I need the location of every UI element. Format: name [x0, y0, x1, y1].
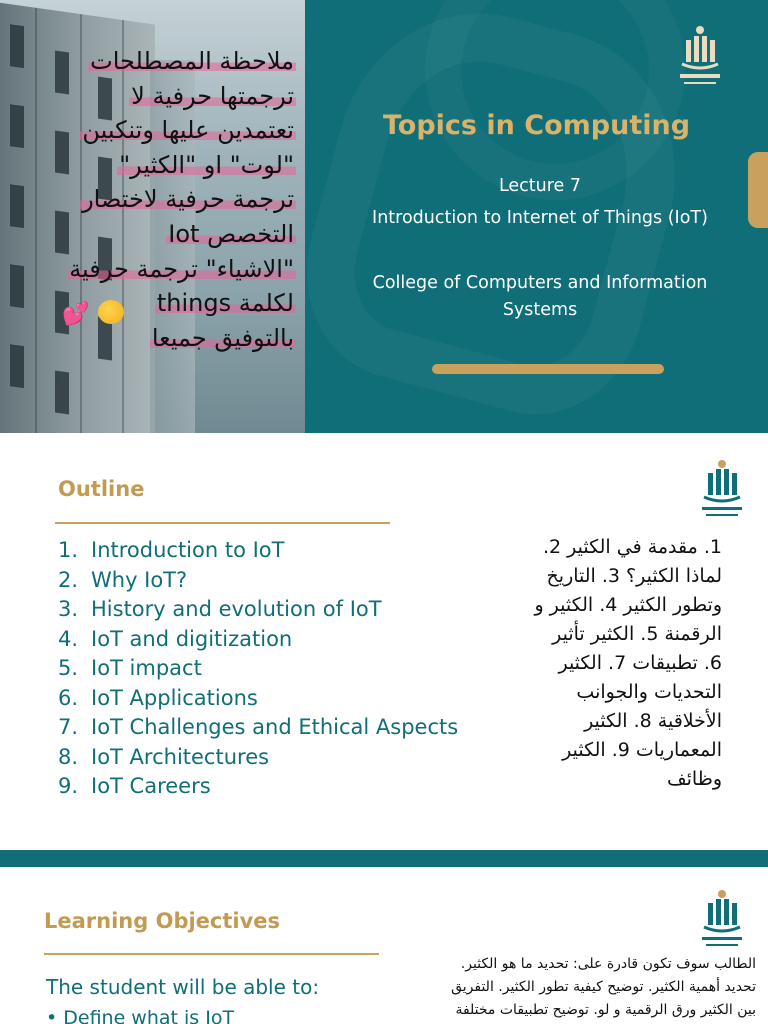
lecture-number: Lecture 7 [498, 176, 582, 196]
list-item: 8. IoT Architectures [58, 744, 270, 769]
note-line: "الاشياء" ترجمة حرفية [69, 254, 294, 283]
university-logo-icon [694, 887, 750, 953]
outline-slide [0, 433, 768, 850]
window [10, 184, 24, 228]
facade-line [35, 8, 37, 433]
list-item: 9. IoT Careers [58, 774, 211, 798]
note-line: ملاحظة المصطلحات [90, 47, 294, 75]
college-line: College of Computers and Information [372, 273, 708, 293]
outline-list [58, 536, 458, 802]
note-line: بالتوفيق جميعا [151, 323, 294, 352]
list-item: 4. IoT and digitization [58, 626, 293, 651]
title-slide [0, 0, 768, 433]
note-line: "لوت" او "الكثير" [119, 150, 294, 179]
list-item: 1. Introduction to IoT [58, 538, 285, 562]
gold-side-tab [748, 152, 768, 228]
arabic-line: تحديد أهمية الكثير. توضيح كيفية تطور الكثير. التفريق [451, 979, 756, 995]
university-logo-icon [694, 457, 750, 523]
window [10, 344, 24, 388]
lecture-subtitle: Introduction to Internet of Things (IoT) [372, 208, 708, 228]
face-emoji-icon [98, 300, 124, 324]
slide-separator [0, 850, 768, 867]
window [10, 24, 24, 68]
arabic-outline-translation [490, 533, 722, 794]
note-line: ترجمة حرفية لاختصار [82, 185, 294, 214]
arabic-line: التحديات والجوانب [576, 681, 722, 703]
lecture-info [305, 170, 768, 234]
arabic-line: الرقمنة 5. الكثير تأثير [552, 623, 722, 645]
list-item: 5. IoT impact [58, 656, 202, 680]
list-item: 3. History and evolution of IoT [58, 597, 382, 621]
arabic-line: المعماريات 9. الكثير [562, 739, 722, 761]
list-item: 7. IoT Challenges and Ethical Aspects [58, 715, 459, 739]
list-item: 2. Why IoT? [58, 567, 188, 592]
objective-item: • Define what is IoT [46, 1007, 235, 1024]
note-line: ترجمتها حرفية لا [131, 81, 294, 110]
college-name [320, 270, 760, 324]
learning-objectives-slide [0, 867, 768, 1024]
arabic-line: لماذا الكثير؟ 3. التاريخ [546, 565, 722, 587]
arabic-line: الأخلاقية 8. الكثير [584, 710, 722, 732]
arabic-objectives-translation [384, 953, 756, 1022]
window [10, 104, 24, 148]
arabic-line: بين الكثير ورق الرقمية و لو. توضيح تطبيقات مختلفة [455, 1002, 756, 1018]
presentation-title: Topics in Computing [382, 110, 691, 141]
college-line: Systems [502, 300, 578, 320]
arabic-line: الطالب سوف تكون قادرة على: تحديد ما هو الكثير. [460, 956, 756, 972]
gold-divider [432, 364, 664, 374]
arabic-line: وظائف [666, 768, 722, 790]
note-line: تعتمدين عليها وتنكبين [82, 116, 294, 145]
note-line: التخصص Iot [168, 219, 294, 248]
list-item: 6. IoT Applications [58, 685, 258, 710]
hearts-emoji-icon: 💕 [62, 302, 90, 327]
heading-underline [55, 522, 390, 524]
objectives-heading: Learning Objectives [44, 909, 281, 933]
window [10, 264, 24, 308]
heading-underline [44, 953, 379, 955]
arabic-line: 6. تطبيقات 7. الكثير [558, 652, 722, 674]
note-line: لكلمة things [156, 289, 294, 318]
university-logo-icon [674, 22, 726, 94]
window [55, 371, 69, 415]
arabic-handwritten-note [56, 44, 296, 355]
arabic-line: 1. مقدمة في الكثير 2. [543, 536, 722, 558]
arabic-line: وتطور الكثير 4. الكثير و [534, 594, 722, 616]
outline-heading: Outline [58, 477, 145, 501]
objectives-intro: The student will be able to: [46, 975, 320, 999]
